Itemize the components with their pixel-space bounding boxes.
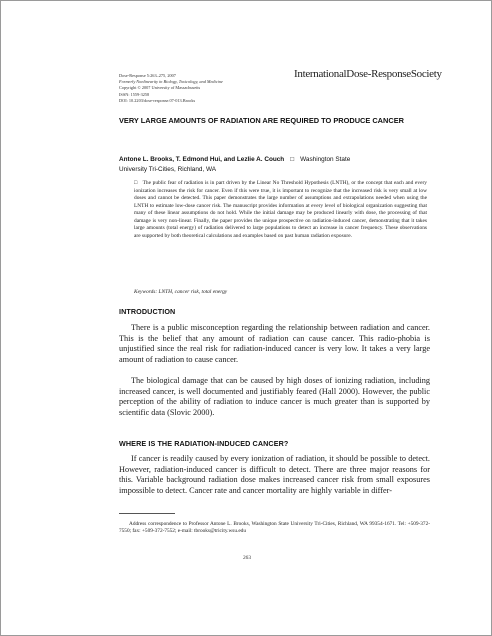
issn-line: ISSN: 1559-3258 [119, 91, 150, 97]
separator-square-icon: □ [290, 156, 295, 163]
doi-line: DOI: 10.2203/dose-response.07-013.Brooks [119, 97, 196, 103]
journal-former-name: Formerly Nonlinearity in Biology, Toxicology, and Medicine [119, 79, 223, 85]
affiliation-part1: Washington State [300, 156, 351, 163]
footnote-rule [119, 513, 175, 514]
intro-paragraph-1: There is a public misconception regarding the relationship between radiation and cancer. This is the belief that any amount of radiation can cause cancer. This radio-phobia is unjustified since the real risk for radiation-induced cancer is very low. It takes a very large amount of radiation to cause cancer. [119, 323, 430, 364]
abstract-text: The public fear of radiation is in part driven by the Linear No Threshold Hypothesis (LNTH), or the concept that each and every ionization increases the risk for cancer. Even if this were true, it is important to recognize that the increased risk is very small at low doses and cannot be detected. This paper demonstrates the large number of assumptions and extrapolations needed when using the LNTH to estimate low-dose cancer risk. The manuscript provides information at every level of biological organization suggesting that many of these linear assumptions do not hold. While the initial damage may be produced linearly with dose, the processing of that damage is very non-linear. Finally, the paper provides the unique prospective on radiation-induced cancer, demonstrating that it takes large amounts (total energy) of radiation delivered to large populations to detect an increase in cancer frequency. These observations are supported by both theoretical calculations and examples based on past human radiation exposure. [134, 180, 427, 239]
society-logo: InternationalDose-ResponseSociety [294, 68, 442, 80]
copyright-line: Copyright © 2007 University of Massachusetts [119, 85, 201, 91]
abstract-square-icon: □ [134, 180, 138, 186]
affiliation-part2: University Tri-Cities, Richland, WA [119, 166, 217, 173]
journal-metadata [119, 73, 319, 104]
author-names: Antone L. Brooks, T. Edmond Hui, and Lezlie A. Couch [119, 156, 285, 163]
keywords: Keywords: LNTH, cancer risk, total energy [134, 289, 228, 295]
page-number: 263 [242, 555, 252, 561]
abstract [134, 180, 427, 240]
section-heading-introduction: INTRODUCTION [119, 307, 176, 316]
author-line [119, 156, 419, 165]
journal-citation: Dose-Response 5:263–275, 2007 [119, 73, 176, 78]
paper-title: VERY LARGE AMOUNTS OF RADIATION ARE REQUIRED TO PRODUCE CANCER [119, 116, 404, 125]
intro-paragraph-2: The biological damage that can be caused by high doses of ionizing radiation, including increased cancer, is well documented and justifiably feared (Hall 2000). However, the public perception of the ability of radiation to induce cancer is much greater than is supported by scientific data (Slovic 2000). [119, 376, 430, 417]
where-paragraph-1: If cancer is readily caused by every ionization of radiation, it should be possible to detect. However, radiation-induced cancer is difficult to detect. There are three major reasons for this. Variable background radiation dose makes increased cancer risk from small exposures impossible to detect. Cancer rate and cancer mortality are highly variable in differ- [119, 454, 430, 495]
section-heading-where: WHERE IS THE RADIATION-INDUCED CANCER? [119, 439, 289, 448]
correspondence-footnote: Address correspondence to Professor Antone L. Brooks, Washington State University Tri-Cities, Richland, WA 99354-1671. Tel: +509-372-7550; fax: +509-372-7552; e-mail: tbrooks@tricity.wsu.edu [119, 521, 430, 535]
